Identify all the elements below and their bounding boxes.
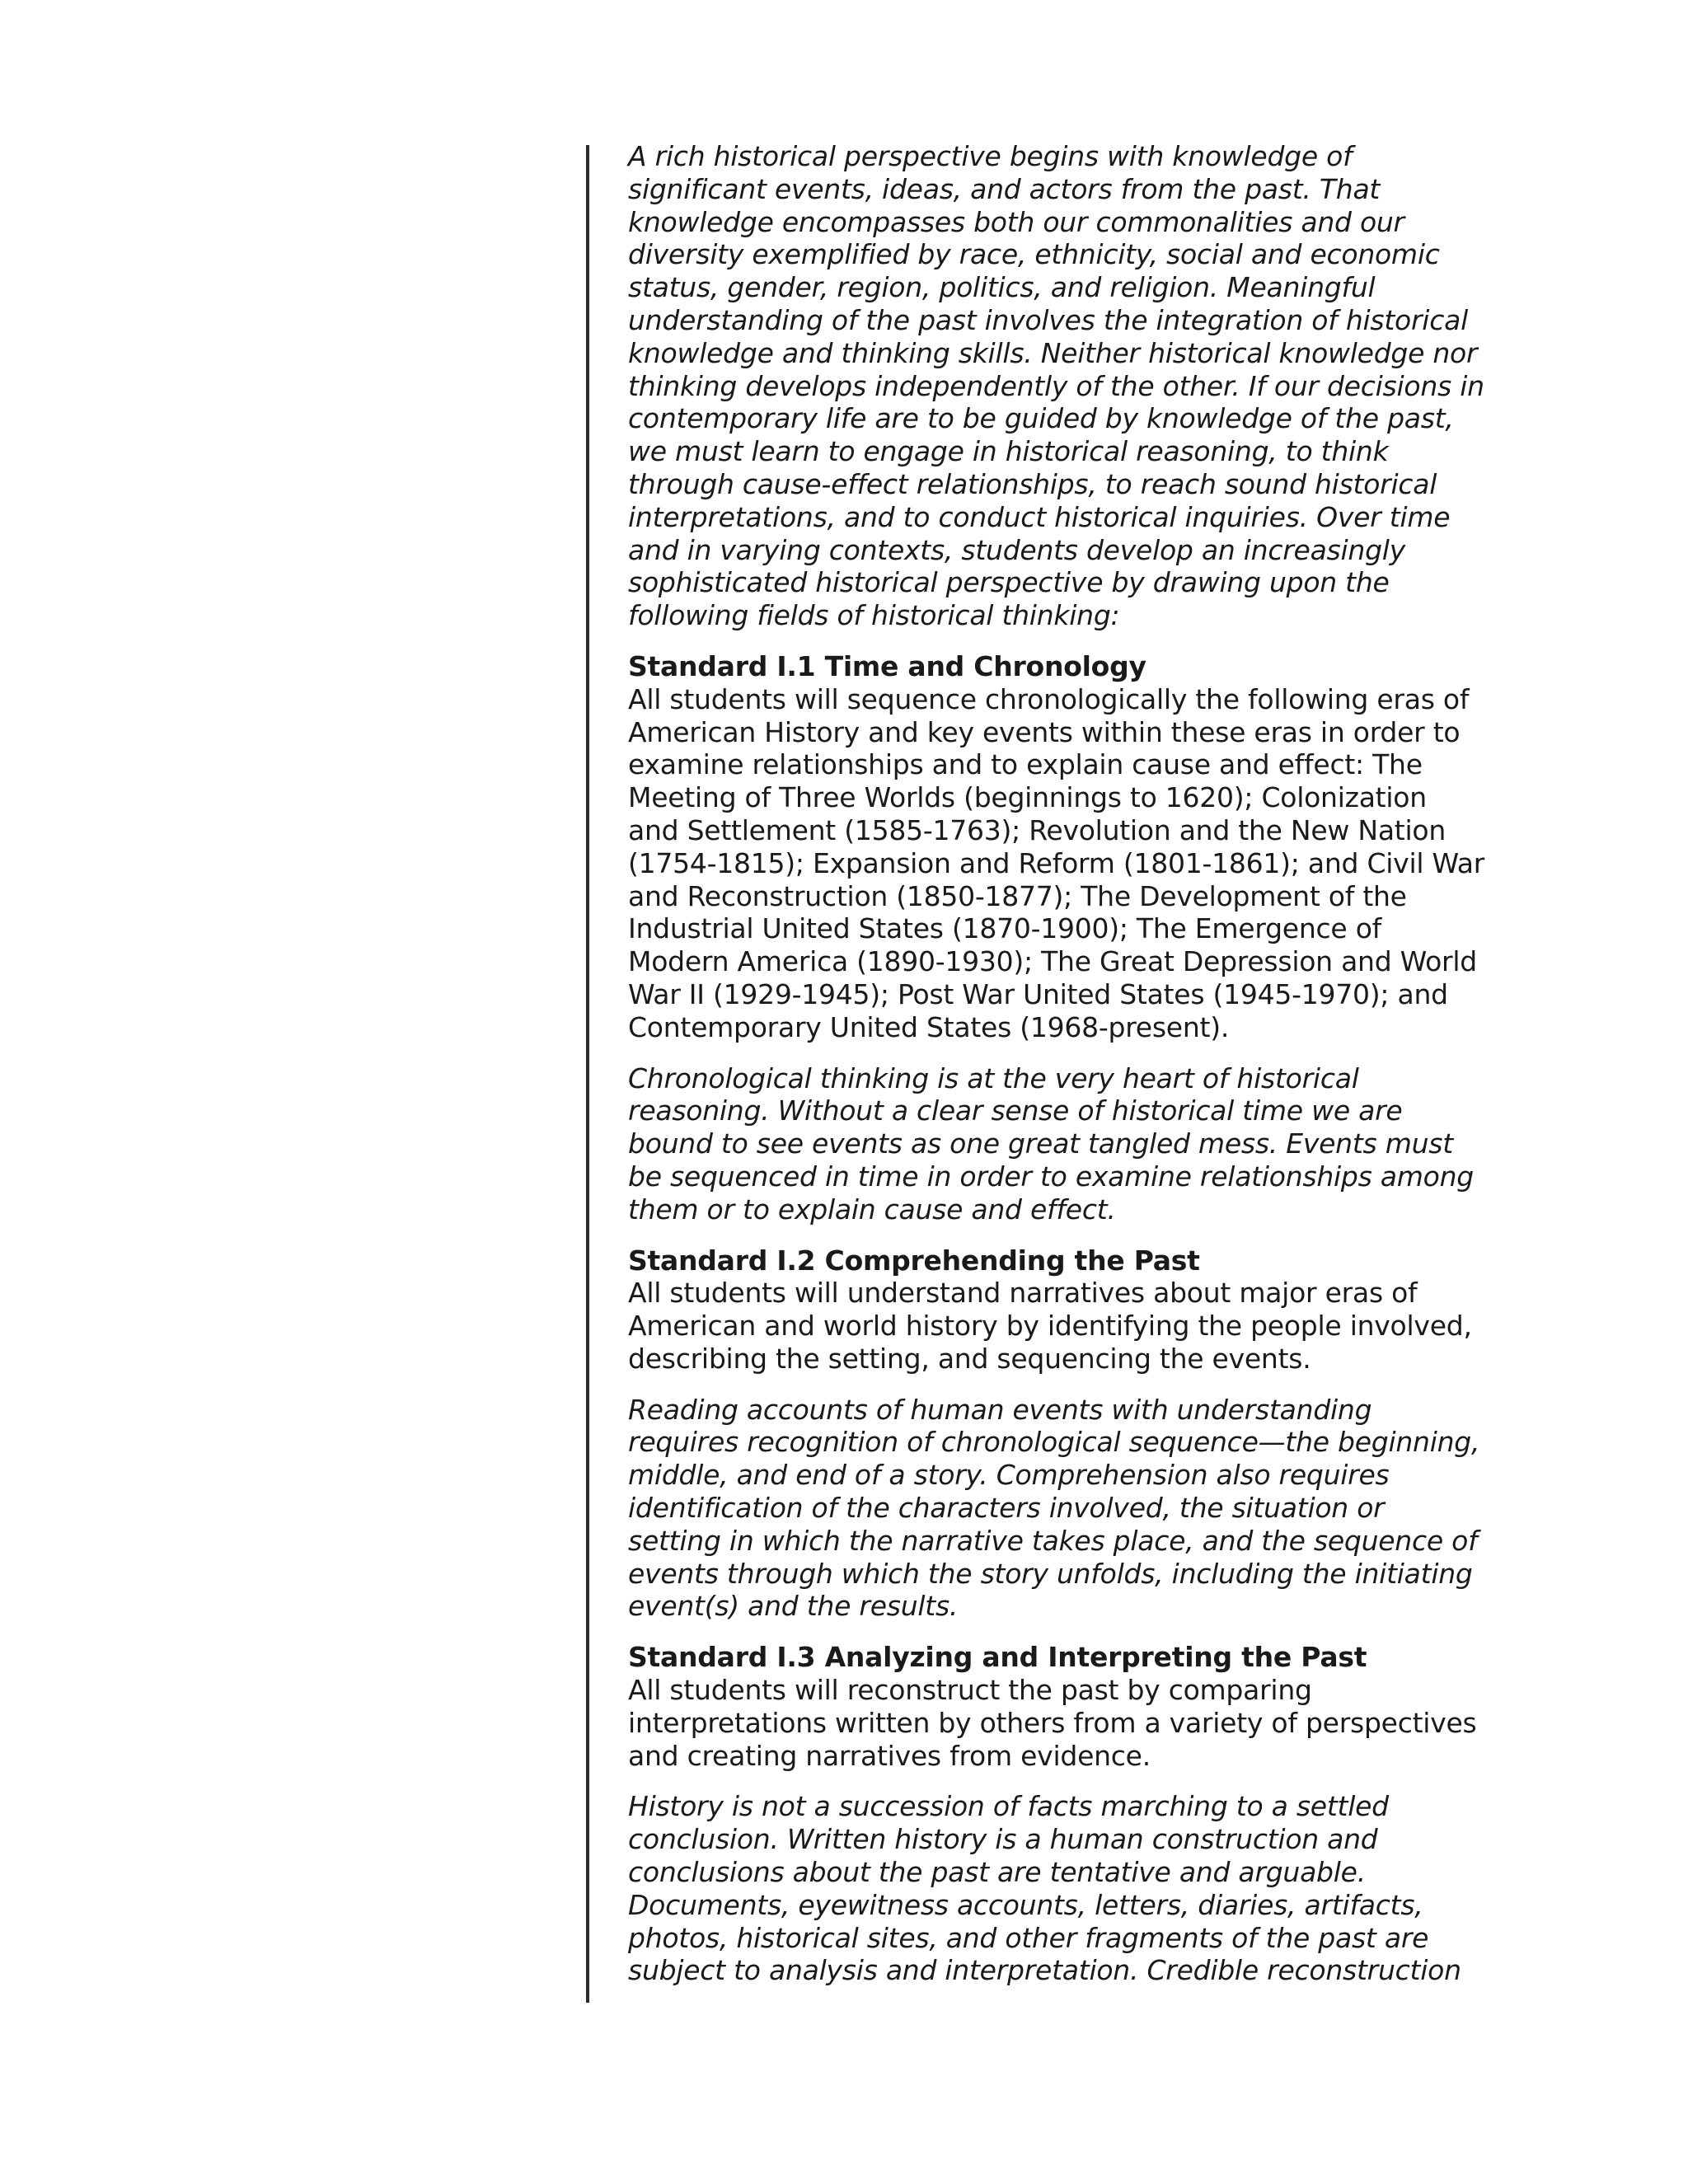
standard-i2 — [628, 1244, 1485, 1376]
standard-commentary: Chronological thinking is at the very heart of historical reasoning. Without a clear sense of historical time we are bound to see events as one great tangled mess. Events must be sequenced in time in order to examine relationships among them or to explain cause and effect. — [628, 1062, 1474, 1226]
standard-heading: Standard I.3 Analyzing and Interpreting the Past — [628, 1641, 1367, 1674]
standard-i3 — [628, 1641, 1485, 1772]
standard-body: All students will sequence chronologically the following eras of American History and key events within these eras in order to examine relationships and to explain cause and effect: The Meeting of Three Worlds (beginnings to 1620); Colonization and Settlement (1585-1763); Revolution and the New Nation (1754-1815); Expansion and Reform (1801-1861); and Civil War and Reconstruction (1850-1877); The Development of the Industrial United States (1870-1900); The Emergence of Modern America (1890-1930); The Great Depression and World War II (1929-1945); Post War United States (1945-1970); and Contemporary United States (1968-present). — [628, 682, 1485, 1043]
standard-i1 — [628, 650, 1485, 1044]
standard-commentary: Reading accounts of human events with understanding requires recognition of chronological sequence—the beginning, middle, and end of a story. Comprehension also requires identification of the characters involved, the situation or setting in which the narrative takes place, and the sequence of events through which the story unfolds, including the initiating event(s) and the results. — [628, 1393, 1480, 1623]
standard-heading: Standard I.1 Time and Chronology — [628, 649, 1146, 682]
standard-body: All students will reconstruct the past by comparing interpretations written by others from a variety of perspectives and creating narratives from evidence. — [628, 1674, 1477, 1772]
intro-paragraph: A rich historical perspective begins with knowledge of significant events, ideas, and actors from the past. That knowledge encompasses both our commonalities and our diversity exemplified by race, ethnicity, social and economic status, gender, region, politics, and religion. Meaningful understanding of the past involves the integration of historical knowledge and thinking skills. Neither historical knowledge nor thinking develops independently of the other. If our decisions in contemporary life are to be guided by knowledge of the past, we must learn to engage in historical reasoning, to think through cause-effect relationships, to reach sound historical interpretations, and to conduct historical inquiries. Over time and in varying contexts, students develop an increasingly sophisticated historical perspective by drawing upon the following fields of historical thinking: — [628, 140, 1484, 632]
document-body — [628, 140, 1485, 2005]
standard-heading: Standard I.2 Comprehending the Past — [628, 1244, 1200, 1277]
margin-rule — [586, 145, 589, 2003]
standard-commentary: History is not a succession of facts marching to a settled conclusion. Written history is a human construction and conclusions about the past are tentative and arguable. Documents, eyewitness accounts, letters, diaries, artifacts, photos, historical sites, and other fragments of the past are subject to analysis and interpretation. Credible reconstruction — [628, 1790, 1461, 1987]
standard-body: All students will understand narratives about major eras of American and world history by identifying the people involved, describing the setting, and sequencing the events. — [628, 1277, 1472, 1375]
